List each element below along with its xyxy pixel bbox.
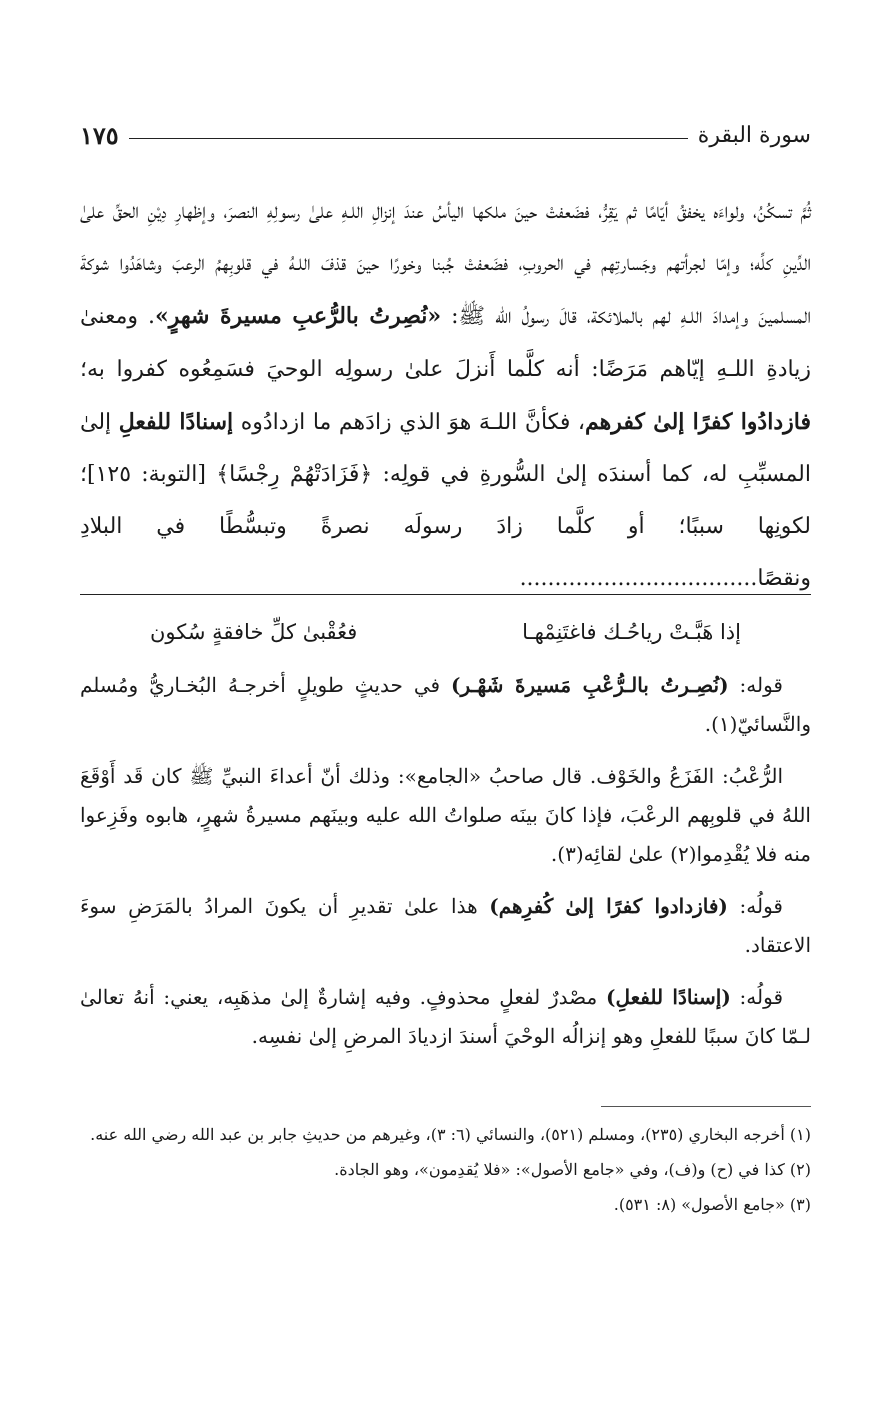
verse-right: إذا هَبَّـتْ رياحُـك فاغتَنِمْهـا xyxy=(522,620,741,644)
lemma: (فازدادوا كفرًا إلىٰ كُفرِهم) xyxy=(489,894,728,918)
text-run: إلىٰ المسبِّبِ له، كما أسندَه إلىٰ السُّورةِ في قولِه: ﴿فَزَادَتْهُمْ رِجْسًا﴾ [التوبة: ١٢٥]؛ لكونِها سببًا؛ أو كلَّما زادَ رسولَه نصرةً وتبسُّطًا في البلادِ ونقصًا.................................. xyxy=(80,409,811,592)
footnote-2: (٢) كذا في (ح) و(ف)، وفي «جامع الأصول»: «فلا يُقدِمون»، وهو الجادة. xyxy=(334,1160,811,1179)
text-run: ثُمَّ تسكُنُ، ولواءَه يخفقُ أيّامًا ثم يَقِرُّ، فضَعفتْ حينَ ملكها اليأسُ عندَ إنزالِ اللـهِ علىٰ رسولِهِ النصرَ، وإظهارِ دِيْنِ الحقِّ علىٰ الدِّينِ كلِّه؛ وإمّا لجرأتهم وجَسارتِهم في الحروبِ، فضَعفتْ جُبنا وخورًا حينَ قذفَ اللـهُ في قلوبِهمُ الرعبَ وشاهَدُوا شوكةَ المسلمينَ وإمدادَ اللـهِ لهم بالملائكة، قالَ رسولُ الله ﷺ: xyxy=(80,199,812,330)
header-rule xyxy=(129,138,688,139)
lemma: (إسنادًا للفعلِ) xyxy=(605,985,731,1009)
commentary-paragraph xyxy=(80,978,811,1056)
footnote-3: (٣) «جامع الأصول» (٨: ٥٣١). xyxy=(613,1195,811,1214)
commentary-paragraph: الرُّعْبُ: الفَزَعُ والخَوْف. قال صاحبُ «الجامع»: وذلك أنّ أعداءَ النبيِّ ﷺ كان قَد أَوْقَعَ اللهُ في قلوبِهم الرعْبَ، فإذا كانَ بينَه صلواتُ الله عليه وبينَهم مسيرةُ شهرٍ، هابوه وفَزِعوا منه فلا يُقْدِموا(٢) علىٰ لقائِه(٣). xyxy=(80,764,811,866)
key-phrase: إسنادًا للفعلِ xyxy=(118,408,234,435)
quran-phrase: فازدادُوا كفرًا إلىٰ كفرهم xyxy=(585,408,811,435)
text-run: مصْدرٌ لفعلٍ محذوفٍ. وفيه إشارةٌ إلىٰ مذهَبِه، يعني: أنهُ تعالىٰ لـمّا كانَ سببًا للفعلِ وهو إنزالُه الوحْيَ أسندَ ازديادَ المرضِ إلىٰ نفسِه. xyxy=(80,985,811,1048)
text-run: قوله: xyxy=(728,673,783,697)
verse-left: فعُقْبىٰ كلِّ خافقةٍ سُكون xyxy=(150,620,358,644)
commentary xyxy=(80,666,811,1069)
main-text xyxy=(80,186,811,606)
footnote-separator xyxy=(601,1106,811,1107)
hadith-quote: «نُصِرتُ بالرُّعبِ مسيرةَ شهرٍ» xyxy=(154,303,442,330)
lemma: (نُصِـرتُ بالـرُّعْبِ مَسيرةَ شَهْـر) xyxy=(451,673,729,697)
sura-title: سورة البقرة xyxy=(697,122,811,148)
commentary-paragraph xyxy=(80,887,811,965)
footnotes xyxy=(80,1120,811,1225)
text-run: هذا علىٰ تقديرِ أن يكونَ المرادُ بالمَرَضِ سوءَ الاعتقاد. xyxy=(80,894,811,957)
poetry-verse xyxy=(150,612,741,652)
page-number: ١٧٥ xyxy=(80,120,119,150)
text-run: ، فكأنَّ اللـهَ هوَ الذي زادَهم ما ازدادُوه xyxy=(233,409,586,435)
text-run: . ومعنىٰ زيادةِ اللـهِ إيّاهم مَرَضًا: أنه كلَّما أَنزلَ علىٰ رسولِه الوحيَ فسَمِعُوه كفروا به؛ xyxy=(80,304,811,382)
text-run: قولُه: xyxy=(727,894,783,918)
text-divider xyxy=(80,594,811,595)
text-run: في حديثٍ طويلٍ أخرجـهُ البُخـاريُّ ومُسلم والنَّسائيّ(١). xyxy=(80,673,811,736)
text-run: قولُه: xyxy=(730,985,784,1009)
footnote-1: (١) أخرجه البخاري (٢٣٥)، ومسلم (٥٢١)، والنسائي (٦: ٣)، وغيرهم من حديثِ جابر بن عبد الله رضي الله عنه. xyxy=(90,1125,811,1144)
commentary-paragraph xyxy=(80,666,811,744)
running-header xyxy=(80,118,811,152)
main-paragraph xyxy=(80,186,811,606)
